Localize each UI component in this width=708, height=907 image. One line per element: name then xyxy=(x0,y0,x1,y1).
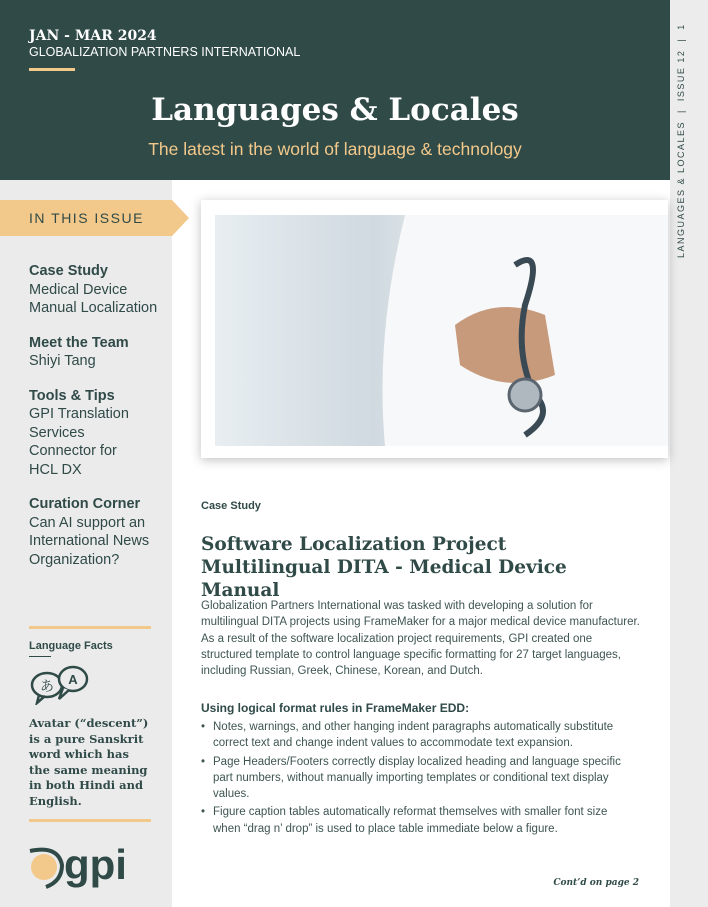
toc-heading: Case Study xyxy=(29,263,108,279)
toc-text: GPI Translation Services Connector for HCL DX xyxy=(29,406,129,478)
vertical-issue-text: LANGUAGES & LOCALES | ISSUE 12 | 1 xyxy=(676,23,686,258)
svg-text:gpi: gpi xyxy=(64,843,127,888)
newsletter-subtitle: The latest in the world of language & technology xyxy=(148,139,522,159)
toc-heading: Meet the Team xyxy=(29,334,129,351)
list-item: • Page Headers/Footers correctly display localized heading and language specific part numbers, without manually importing templates or conditional text display values. xyxy=(201,754,631,803)
language-fact: Avatar (“descent”) is a pure Sanskrit word which has the same meaning in both Hindi and English. xyxy=(29,716,149,808)
svg-text:あ: あ xyxy=(40,678,54,694)
divider xyxy=(29,819,151,822)
in-this-issue-tab: IN THIS ISSUE xyxy=(0,200,172,236)
toc-text: Can AI support an International News Organization? xyxy=(29,514,150,568)
toc-item[interactable] xyxy=(29,495,164,569)
speech-bubbles-icon xyxy=(29,663,91,705)
article-title: Software Localization Project Multilingual DITA - Medical Device Manual xyxy=(201,534,567,601)
issue-date: JAN - MAR 2024 xyxy=(29,28,157,44)
divider xyxy=(29,68,75,71)
hero-image-card xyxy=(201,200,668,458)
bullet-list xyxy=(201,719,631,839)
divider xyxy=(29,656,51,657)
toc-heading: Curation Corner xyxy=(29,496,141,512)
article-category: Case Study xyxy=(201,500,261,512)
toc-text: Shiyi Tang xyxy=(29,353,96,369)
divider xyxy=(29,626,151,629)
doctor-stethoscope-photo xyxy=(215,215,668,446)
facts-label: Language Facts xyxy=(29,640,113,652)
toc-item[interactable] xyxy=(29,387,164,480)
article-subheading: Using logical format rules in FrameMaker EDD: xyxy=(201,701,470,715)
svg-text:A: A xyxy=(68,672,78,687)
language-facts xyxy=(29,626,151,822)
list-item: • Notes, warnings, and other hanging indent paragraphs automatically substitute correct text and change indent values to accommodate text expansion. xyxy=(201,719,631,752)
toc-text: Medical Device Manual Localization xyxy=(29,281,158,316)
list-item: • Figure caption tables automatically reformat themselves with smaller font size when “drag n’ drop” is used to place table immediate below a figure. xyxy=(201,804,631,837)
toc-item[interactable] xyxy=(29,262,164,318)
article-body: Globalization Partners International was tasked with developing a solution for multilingual DITA projects using FrameMaker for a major medical device manufacturer. As a result of the software localization project requirements, GPI created one structured template to control language specific formatting for 27 target languages, including Russian, Greek, Chinese, Korean, and Dutch. xyxy=(201,600,640,678)
toc-heading: Tools & Tips xyxy=(29,387,115,404)
newsletter-title: Languages & Locales xyxy=(151,92,519,128)
gpi-logo xyxy=(28,843,144,894)
org-name: GLOBALIZATION PARTNERS INTERNATIONAL xyxy=(29,45,301,59)
masthead xyxy=(0,0,670,180)
toc-item[interactable] xyxy=(29,334,164,371)
continued-link[interactable]: Cont’d on page 2 xyxy=(553,878,639,888)
table-of-contents xyxy=(29,262,164,585)
